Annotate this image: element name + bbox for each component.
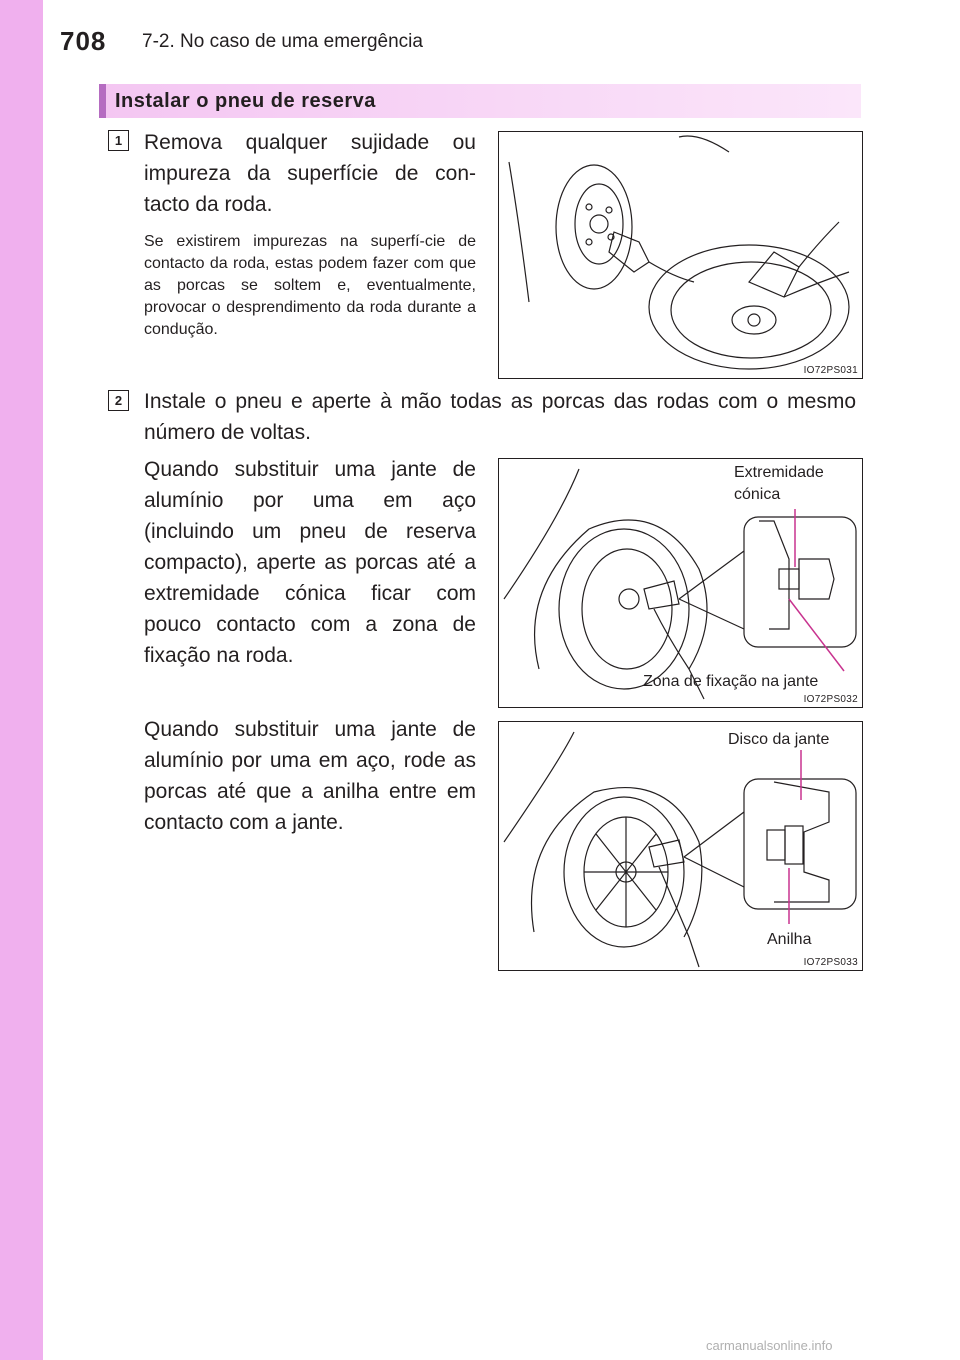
- step-1-badge: 1: [108, 130, 129, 151]
- watermark: carmanualsonline.info: [706, 1338, 833, 1353]
- alloy-rim-note: Quando substituir uma jante de alumínio por uma em aço, rode as porcas até que a anilha entre em contacto com a jante.: [144, 718, 476, 834]
- seat-zone-label: Zona de fixação na jante: [643, 673, 819, 690]
- figure-2-code: IO72PS032: [803, 694, 858, 705]
- step-2-text: Instale o pneu e aperte à mão todas as porcas das rodas com o mesmo número de voltas.: [144, 390, 856, 444]
- figure-washer: [498, 721, 863, 971]
- heading-text: Instalar o pneu de reserva: [115, 90, 376, 112]
- figure-conical-nut: [498, 458, 863, 708]
- step-1-note: Se existirem impurezas na superfí-cie de contacto da roda, estas podem fazer com que as porcas se soltem e, eventualmente, provocar o desprendimento da roda durante a condução.: [144, 233, 476, 338]
- steel-rim-note: Quando substituir uma jante de alumínio por uma em aço (incluindo um pneu de reserva compacto), aperte as porcas até a extremidade cónica ficar com pouco contacto com a zona de fixação na roda.: [144, 458, 476, 667]
- step-1-text: Remova qualquer sujidade ou impureza da superfície de con-tacto da roda.: [144, 131, 476, 216]
- heading-accent-bar: [99, 84, 106, 118]
- washer-label: Anilha: [767, 931, 812, 948]
- conical-end-label: Extremidade cónica: [734, 464, 824, 503]
- rim-disc-label: Disco da jante: [728, 731, 830, 748]
- figure-3-code: IO72PS033: [803, 957, 858, 968]
- section-title: 7-2. No caso de uma emergência: [142, 31, 423, 52]
- step-2-badge: 2: [108, 390, 129, 411]
- figure-1-code: IO72PS031: [803, 365, 858, 376]
- side-tab-bar: [0, 0, 43, 1360]
- section-heading: [99, 84, 861, 118]
- figure-clean-hub: [498, 131, 863, 379]
- page-number: 708: [60, 26, 107, 56]
- clean-hub-illustration: [499, 132, 862, 378]
